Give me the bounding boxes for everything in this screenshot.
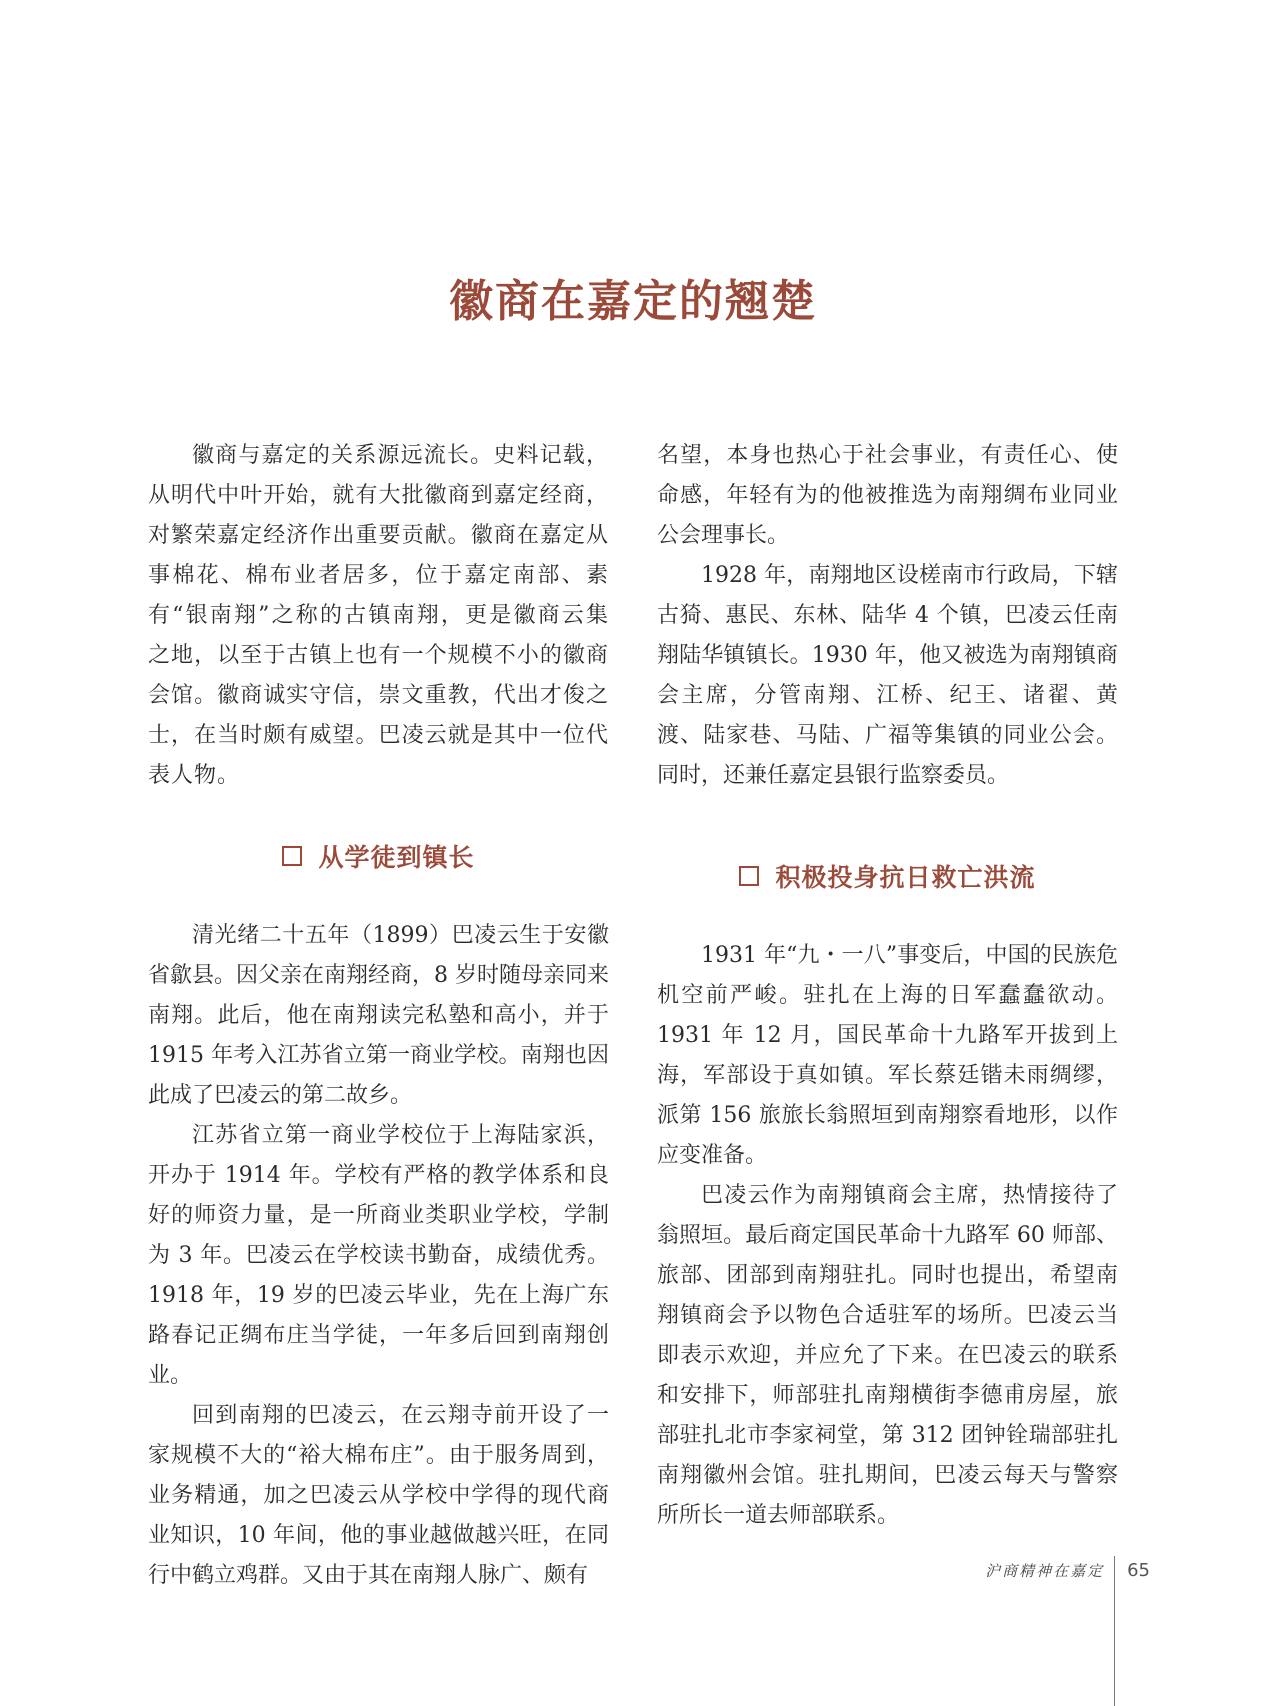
body-paragraph: 回到南翔的巴凌云，在云翔寺前开设了一家规模不大的“裕大棉布庄”。由于服务周到，业务精通，加之巴凌云从学校中学得的现代商业知识，10 年间，他的事业越做越兴旺，在同行中鹤立鸡群。又由于其在南翔人脉广、颇有 (148, 1403, 609, 1588)
body-paragraph: 1931 年“九・一八”事变后，中国的民族危机空前严峻。驻扎在上海的日军蠢蠢欲动。1931 年 12 月，国民革命十九路军开拔到上海，军部设于真如镇。军长蔡廷锴未雨绸缪，派第 156 旅旅长翁照垣到南翔察看地形，以作应变准备。 (657, 943, 1118, 1168)
page-title: 徽商在嘉定的翘楚 (449, 276, 817, 327)
continued-paragraph: 名望，本身也热心于社会事业，有责任心、使命感，年轻有为的他被推选为南翔绸布业同业公会理事长。 (657, 443, 1118, 548)
section-heading-text: 积极投身抗日救亡洪流 (775, 863, 1036, 892)
square-bullet-icon (282, 846, 302, 866)
body-paragraph: 江苏省立第一商业学校位于上海陆家浜，开办于 1914 年。学校有严格的教学体系和良好的师资力量，是一所商业类职业学校，学制为 3 年。巴凌云在学校读书勤奋，成绩优秀。1918 年，19 岁的巴凌云毕业，先在上海广东路春记正绸布庄当学徒，一年多后回到南翔创业。 (148, 1123, 609, 1388)
page-footer (985, 1556, 1150, 1706)
section-heading-text: 从学徒到镇长 (318, 843, 475, 872)
running-footer-title: 沪商精神在嘉定 (985, 1562, 1105, 1580)
right-column (657, 436, 1118, 1536)
intro-paragraph: 徽商与嘉定的关系源远流长。史料记载，从明代中叶开始，就有大批徽商到嘉定经商，对繁荣嘉定经济作出重要贡献。徽商在嘉定从事棉花、棉布业者居多，位于嘉定南部、素有“银南翔”之称的古镇南翔，更是徽商云集之地，以至于古镇上也有一个规模不小的徽商会馆。徽商诚实守信，崇文重教，代出才俊之士，在当时颇有威望。巴凌云就是其中一位代表人物。 (148, 443, 609, 788)
body-paragraph: 巴凌云作为南翔镇商会主席，热情接待了翁照垣。最后商定国民革命十九路军 60 师部、旅部、团部到南翔驻扎。同时也提出，希望南翔镇商会予以物色合适驻军的场所。巴凌云当即表示欢迎，并应允了下来。在巴凌云的联系和安排下，师部驻扎南翔横街李德甫房屋，旅部驻扎北市李家祠堂，第 312 团钟铨瑞部驻扎南翔徽州会馆。驻扎期间，巴凌云每天与警察所所长一道去师部联系。 (657, 1183, 1118, 1528)
section-heading-anti-japanese (657, 856, 1118, 896)
section-heading-apprentice-to-mayor (148, 836, 609, 876)
body-paragraph: 清光绪二十五年（1899）巴凌云生于安徽省歙县。因父亲在南翔经商，8 岁时随母亲同来南翔。此后，他在南翔读完私塾和高小，并于 1915 年考入江苏省立第一商业学校。南翔也因此成了巴凌云的第二故乡。 (148, 923, 609, 1108)
square-bullet-icon (739, 866, 759, 886)
body-paragraph: 1928 年，南翔地区设槎南市行政局，下辖古猗、惠民、东林、陆华 4 个镇，巴凌云任南翔陆华镇镇长。1930 年，他又被选为南翔镇商会主席，分管南翔、江桥、纪王、诸翟、黄渡、陆家巷、马陆、广福等集镇的同业公会。同时，还兼任嘉定县银行监察委员。 (657, 563, 1118, 788)
page-number: 65 (1127, 1560, 1150, 1581)
left-column (148, 436, 609, 1596)
